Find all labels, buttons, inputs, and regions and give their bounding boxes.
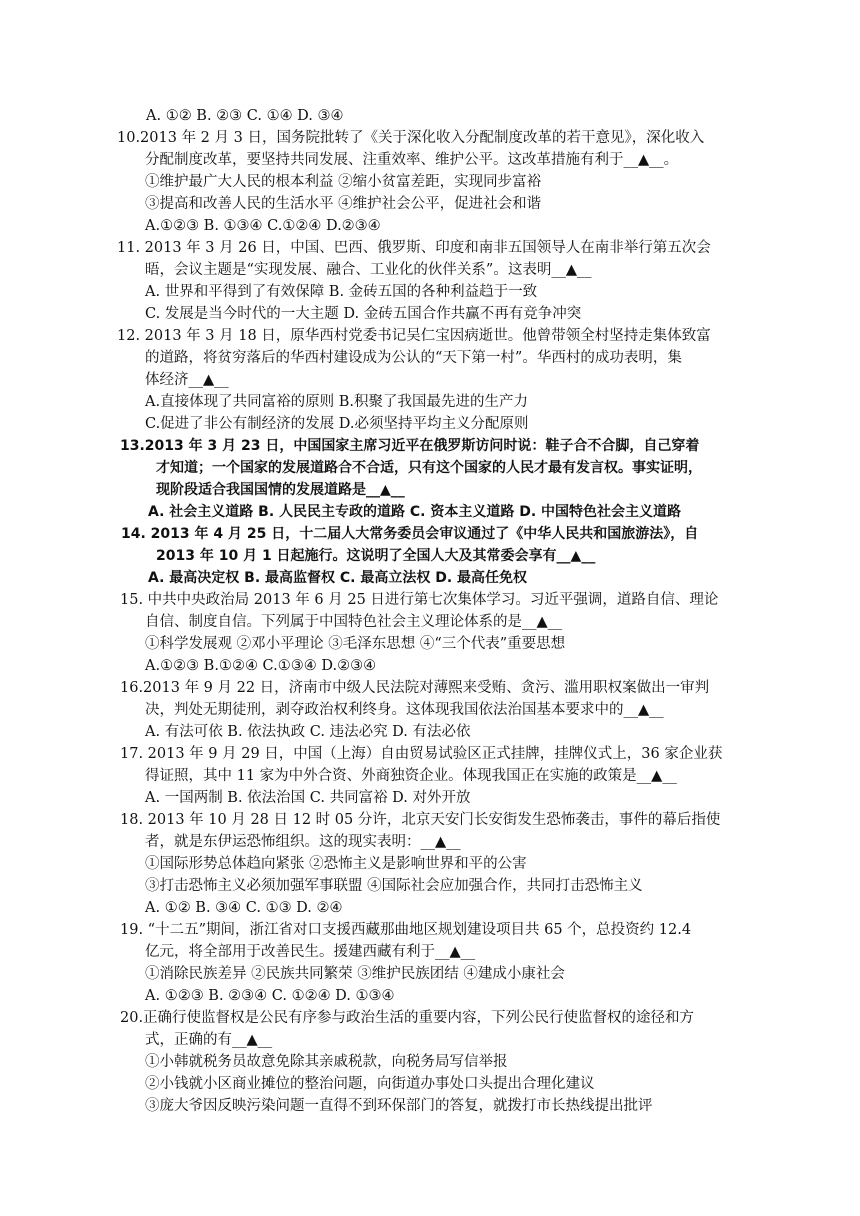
q14-stem-line1: 14. 2013 年 4 月 25 日，十二届人大常务委员会审议通过了《中华人民共和国旅游法》，自: [121, 526, 699, 542]
q12-options-row2: C.促进了非公有制经济的发展 D.必须坚持平均主义分配原则: [145, 416, 529, 432]
q10-statement-row2: ③提高和改善人民的生活水平 ④维护社会公平，促进社会和谐: [145, 196, 542, 212]
q18-stem-line1: 18. 2013 年 10 月 28 日 12 时 05 分许，北京天安门长安街发生恐怖袭击，事件的幕后指使: [120, 812, 721, 828]
q19-options: A. ①②③ B. ②③④ C. ①②④ D. ①③④: [145, 988, 395, 1004]
q11-stem-line2: 晤，会议主题是“实现发展、融合、工业化的伙伴关系”。这表明__▲__: [145, 262, 592, 278]
q13-options: A. 社会主义道路 B. 人民民主专政的道路 C. 资本主义道路 D. 中国特色社会主义道路: [148, 504, 682, 520]
q15-stem-line2: 自信、制度自信。下列属于中国特色社会主义理论体系的是__▲__: [145, 614, 563, 630]
q12-options-row1: A.直接体现了共同富裕的原则 B.积聚了我国最先进的生产力: [145, 394, 528, 410]
q13-stem-line1: 13.2013 年 3 月 23 日，中国国家主席习近平在俄罗斯访问时说：鞋子合不合脚，自己穿着: [120, 438, 700, 454]
q17-stem-line1: 17. 2013 年 9 月 29 日，中国（上海）自由贸易试验区正式挂牌，挂牌仪式上，36 家企业获: [120, 746, 723, 762]
q17-stem-line2: 得证照，其中 11 家为中外合资、外商独资企业。体现我国正在实施的政策是__▲__: [145, 768, 677, 784]
q12-stem-line1: 12. 2013 年 3 月 18 日，原华西村党委书记吴仁宝因病逝世。他曾带领全村坚持走集体致富: [117, 328, 711, 344]
q14-stem-line2: 2013 年 10 月 1 日起施行。这说明了全国人大及其常委会享有__▲__: [156, 548, 596, 564]
q11-options-row1: A. 世界和平得到了有效保障 B. 金砖五国的各种利益趋于一致: [145, 284, 538, 300]
q19-stem-line2: 亿元，将全部用于改善民生。援建西藏有利于__▲__: [145, 944, 476, 960]
q10-stem-line1: 10.2013 年 2 月 3 日，国务院批转了《关于深化收入分配制度改革的若干意见》，深化收入: [117, 130, 705, 146]
q18-statement-row2: ③打击恐怖主义必须加强军事联盟 ④国际社会应加强合作，共同打击恐怖主义: [145, 878, 643, 894]
q19-statements: ①消除民族差异 ②民族共同繁荣 ③维护民族团结 ④建成小康社会: [145, 966, 565, 982]
q15-statements: ①科学发展观 ②邓小平理论 ③毛泽东思想 ④“三个代表”重要思想: [145, 636, 566, 652]
q11-options-row2: C. 发展是当今时代的一大主题 D. 金砖五国合作共赢不再有竞争冲突: [145, 306, 582, 322]
q12-stem-line2: 的道路，将贫穷落后的华西村建设成为公认的“天下第一村”。华西村的成功表明，集: [145, 350, 682, 366]
q20-stem-line2: 式，正确的有__▲__: [145, 1032, 273, 1048]
q9-options: A. ①② B. ②③ C. ①④ D. ③④: [146, 108, 344, 124]
q15-options: A.①②③ B.①②④ C.①③④ D.②③④: [145, 658, 377, 674]
q20-statement-2: ②小钱就小区商业摊位的整治问题，向街道办事处口头提出合理化建议: [145, 1076, 595, 1092]
q13-stem-line2: 才知道；一个国家的发展道路合不合适，只有这个国家的人民才最有发言权。事实证明，: [156, 460, 702, 476]
q20-stem-line1: 20.正确行使监督权是公民有序参与政治生活的重要内容，下列公民行使监督权的途径和方: [120, 1010, 695, 1026]
q11-stem-line1: 11. 2013 年 3 月 26 日，中国、巴西、俄罗斯、印度和南非五国领导人在南非举行第五次会: [117, 240, 711, 256]
q16-stem-line2: 决，判处无期徒刑，剥夺政治权利终身。这体现我国依法治国基本要求中的__▲__: [145, 702, 664, 718]
q16-stem-line1: 16.2013 年 9 月 22 日，济南市中级人民法院对薄熙来受贿、贪污、滥用职权案做出一审判: [120, 680, 710, 696]
q13-stem-line3: 现阶段适合我国国情的发展道路是__▲__: [156, 482, 405, 498]
q17-options: A. 一国两制 B. 依法治国 C. 共同富裕 D. 对外开放: [145, 790, 471, 806]
q20-statement-1: ①小韩就税务员故意免除其亲戚税款，向税务局写信举报: [145, 1054, 508, 1070]
q18-options: A. ①② B. ③④ C. ①③ D. ②④: [145, 900, 343, 916]
q16-options: A. 有法可依 B. 依法执政 C. 违法必究 D. 有法必依: [145, 724, 471, 740]
q10-options: A.①②③ B. ①③④ C.①②④ D.②③④: [145, 218, 381, 234]
q20-statement-3: ③庞大爷因反映污染问题一直得不到环保部门的答复，就拨打市长热线提出批评: [145, 1098, 653, 1114]
q14-options: A. 最高决定权 B. 最高监督权 C. 最高立法权 D. 最高任免权: [148, 570, 528, 586]
q19-stem-line1: 19. “十二五”期间，浙江省对口支援西藏那曲地区规划建设项目共 65 个，总投资约 12.4: [120, 922, 692, 938]
q18-statement-row1: ①国际形势总体趋向紧张 ②恐怖主义是影响世界和平的公害: [145, 856, 527, 872]
q12-stem-line3: 体经济__▲__: [145, 372, 229, 388]
q10-stem-line2: 分配制度改革，要坚持共同发展、注重效率、维护公平。这改革措施有利于__▲__。: [145, 152, 679, 168]
q15-stem-line1: 15. 中共中央政治局 2013 年 6 月 25 日进行第七次集体学习。习近平强调，道路自信、理论: [120, 592, 719, 608]
q10-statement-row1: ①维护最广大人民的根本利益 ②缩小贫富差距，实现同步富裕: [145, 174, 542, 190]
q18-stem-line2: 者，就是东伊运恐怖组织。这的现实表明：__▲__: [145, 834, 461, 850]
